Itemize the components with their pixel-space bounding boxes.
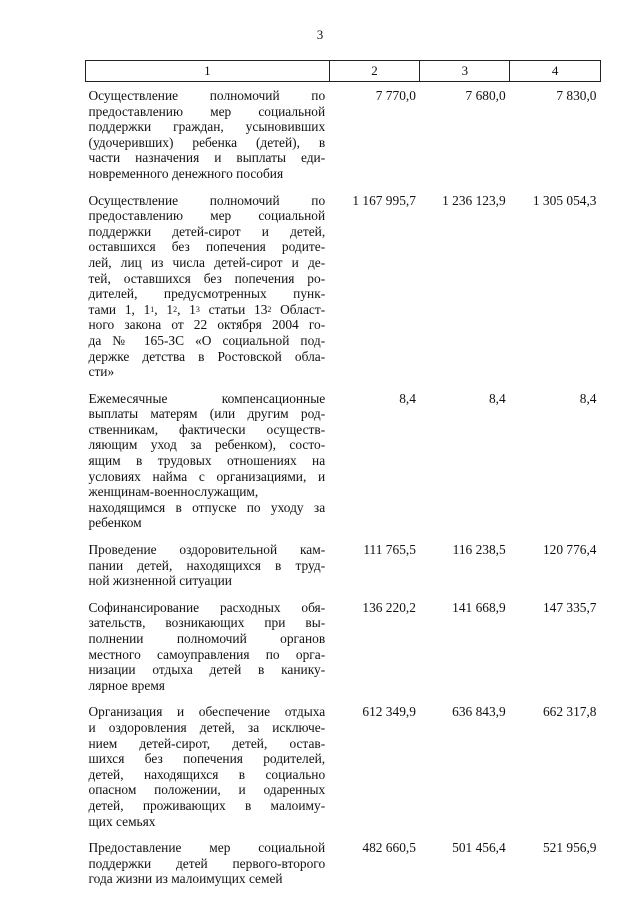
label-line: женщинам-военнослужащим, bbox=[88, 484, 259, 500]
superscript: 1 bbox=[150, 304, 155, 314]
label-line: поддержки детей первого-второго bbox=[88, 855, 326, 871]
table-row bbox=[86, 840, 601, 887]
row-spacer bbox=[86, 380, 601, 391]
value-col-3: 7 680,0 bbox=[465, 88, 506, 103]
label-line: лярное время bbox=[88, 677, 165, 693]
table-row bbox=[86, 600, 601, 694]
label-line: опасном положении, и одаренных bbox=[88, 782, 326, 798]
value-col-2: 482 660,5 bbox=[362, 840, 416, 856]
label-line: лей, лиц из числа детей-сирот и де- bbox=[88, 254, 326, 270]
value-col-4: 147 335,7 bbox=[542, 599, 597, 615]
label-line: ной жизненной ситуации bbox=[88, 573, 232, 589]
value-col-3: 1 236 123,9 bbox=[442, 192, 506, 208]
text-fragment: , 1 bbox=[177, 301, 196, 317]
budget-table bbox=[85, 60, 601, 887]
label-line: детей, находящихся в социально bbox=[88, 766, 326, 782]
label-line: Предоставление мер социальной bbox=[88, 840, 326, 856]
value-col-2: 7 770,0 bbox=[375, 88, 416, 103]
label-line: ребенком bbox=[88, 515, 142, 531]
label-line: тей, оставшихся без попечения ро- bbox=[88, 270, 326, 286]
label-line: полнении полномочий органов bbox=[88, 631, 326, 646]
value-col-4: 521 956,9 bbox=[542, 840, 597, 856]
table-row bbox=[86, 542, 601, 589]
table-row bbox=[86, 193, 601, 380]
label-line: местного самоуправления по орга- bbox=[88, 646, 326, 662]
row-label bbox=[86, 600, 330, 694]
label-line: Ежемесячные компенсационные bbox=[88, 390, 326, 406]
header-col-3: 3 bbox=[420, 61, 510, 82]
label-line: держке детства в Ростовской обла- bbox=[88, 348, 326, 364]
label-line: части назначения и выплаты еди- bbox=[88, 150, 326, 166]
row-spacer bbox=[86, 693, 601, 704]
label-line: выплаты матерям (или другим род- bbox=[88, 406, 326, 422]
value-col-2: 136 220,2 bbox=[362, 599, 416, 615]
value-col-4: 7 830,0 bbox=[556, 88, 597, 103]
label-line: ного закона от 22 октября 2004 го- bbox=[88, 317, 326, 333]
row-spacer bbox=[86, 182, 601, 193]
value-col-3: 636 843,9 bbox=[452, 704, 506, 720]
label-line: шихся без попечения родителей, bbox=[88, 751, 326, 767]
label-line: пании детей, находящихся в труд- bbox=[88, 557, 326, 573]
row-spacer bbox=[86, 589, 601, 600]
header-col-2: 2 bbox=[329, 61, 420, 82]
label-line: детей, проживающих в малоиму- bbox=[88, 797, 326, 813]
label-line: поддержки детей-сирот и детей, bbox=[88, 223, 326, 239]
value-col-4: 120 776,4 bbox=[542, 542, 597, 558]
label-line: Софинансирование расходных обя- bbox=[88, 599, 326, 615]
superscript: 2 bbox=[267, 304, 272, 314]
label-line: новременного денежного пособия bbox=[88, 165, 284, 181]
label-line: нием детей-сирот, детей, остав- bbox=[88, 735, 326, 751]
label-line: оставшихся без попечения родите- bbox=[88, 239, 326, 255]
value-col-2: 8,4 bbox=[399, 390, 416, 406]
label-line: ственникам, фактически осуществ- bbox=[88, 421, 326, 437]
row-label bbox=[86, 193, 330, 380]
value-col-2: 1 167 995,7 bbox=[352, 192, 416, 208]
row-spacer bbox=[86, 531, 601, 542]
row-label bbox=[86, 82, 330, 182]
text-fragment: тами 1, 1 bbox=[88, 301, 151, 317]
text-fragment: , 1 bbox=[154, 301, 174, 317]
label-line: и оздоровления детей, за исключе- bbox=[88, 719, 326, 735]
table-header-row bbox=[86, 61, 601, 82]
label-line: года жизни из малоимущих семей bbox=[88, 871, 283, 887]
row-label bbox=[86, 542, 330, 589]
label-line: условиях найма с организациями, и bbox=[88, 468, 326, 484]
value-col-4: 662 317,8 bbox=[542, 704, 597, 720]
text-fragment: Област- bbox=[271, 301, 326, 317]
label-line: (удочеривших) ребенка (детей), в bbox=[88, 134, 326, 150]
value-col-2: 111 765,5 bbox=[363, 542, 416, 558]
label-line: щих семьях bbox=[88, 813, 156, 829]
label-line: да № 165-ЗС «О социальной под- bbox=[88, 332, 326, 348]
label-line: Организация и обеспечение отдыха bbox=[88, 704, 326, 720]
label-line: поддержки граждан, усыновивших bbox=[88, 119, 326, 135]
header-col-1: 1 bbox=[86, 61, 330, 82]
label-line: предоставлению мер социальной bbox=[88, 208, 326, 224]
table-row bbox=[86, 391, 601, 531]
label-line: сти» bbox=[88, 364, 115, 380]
label-line: зательств, возникающих при вы- bbox=[88, 615, 326, 631]
label-line: находящимся в отпуске по уходу за bbox=[88, 499, 326, 515]
value-col-2: 612 349,9 bbox=[362, 704, 416, 720]
label-line: Осуществление полномочий по bbox=[88, 88, 326, 103]
label-line: ящим в трудовых отношениях на bbox=[88, 453, 326, 469]
value-col-3: 116 238,5 bbox=[452, 542, 506, 558]
value-col-4: 8,4 bbox=[579, 390, 597, 406]
label-line: Осуществление полномочий по bbox=[88, 192, 326, 208]
superscript: 2 bbox=[173, 304, 178, 314]
superscript: 3 bbox=[195, 304, 200, 314]
label-line-with-superscripts bbox=[89, 302, 326, 318]
row-label bbox=[86, 391, 330, 531]
label-line: низации отдыха детей в канику- bbox=[88, 662, 326, 678]
page-number: 3 bbox=[316, 27, 324, 42]
label-line: Проведение оздоровительной кам- bbox=[88, 542, 326, 558]
row-label bbox=[86, 840, 330, 887]
value-col-3: 501 456,4 bbox=[452, 840, 506, 856]
label-line: предоставлению мер социальной bbox=[88, 103, 326, 119]
header-col-4: 4 bbox=[510, 61, 601, 82]
value-col-3: 141 668,9 bbox=[452, 599, 506, 615]
label-line: дителей, предусмотренных пунк- bbox=[88, 286, 326, 302]
value-col-4: 1 305 054,3 bbox=[532, 192, 597, 208]
text-fragment: статьи 13 bbox=[199, 301, 268, 317]
table-row bbox=[86, 82, 601, 182]
label-line: ляющим уход за ребенком), состо- bbox=[88, 437, 326, 453]
row-label bbox=[86, 704, 330, 829]
row-spacer bbox=[86, 829, 601, 840]
table-row bbox=[86, 704, 601, 829]
value-col-3: 8,4 bbox=[488, 390, 506, 406]
